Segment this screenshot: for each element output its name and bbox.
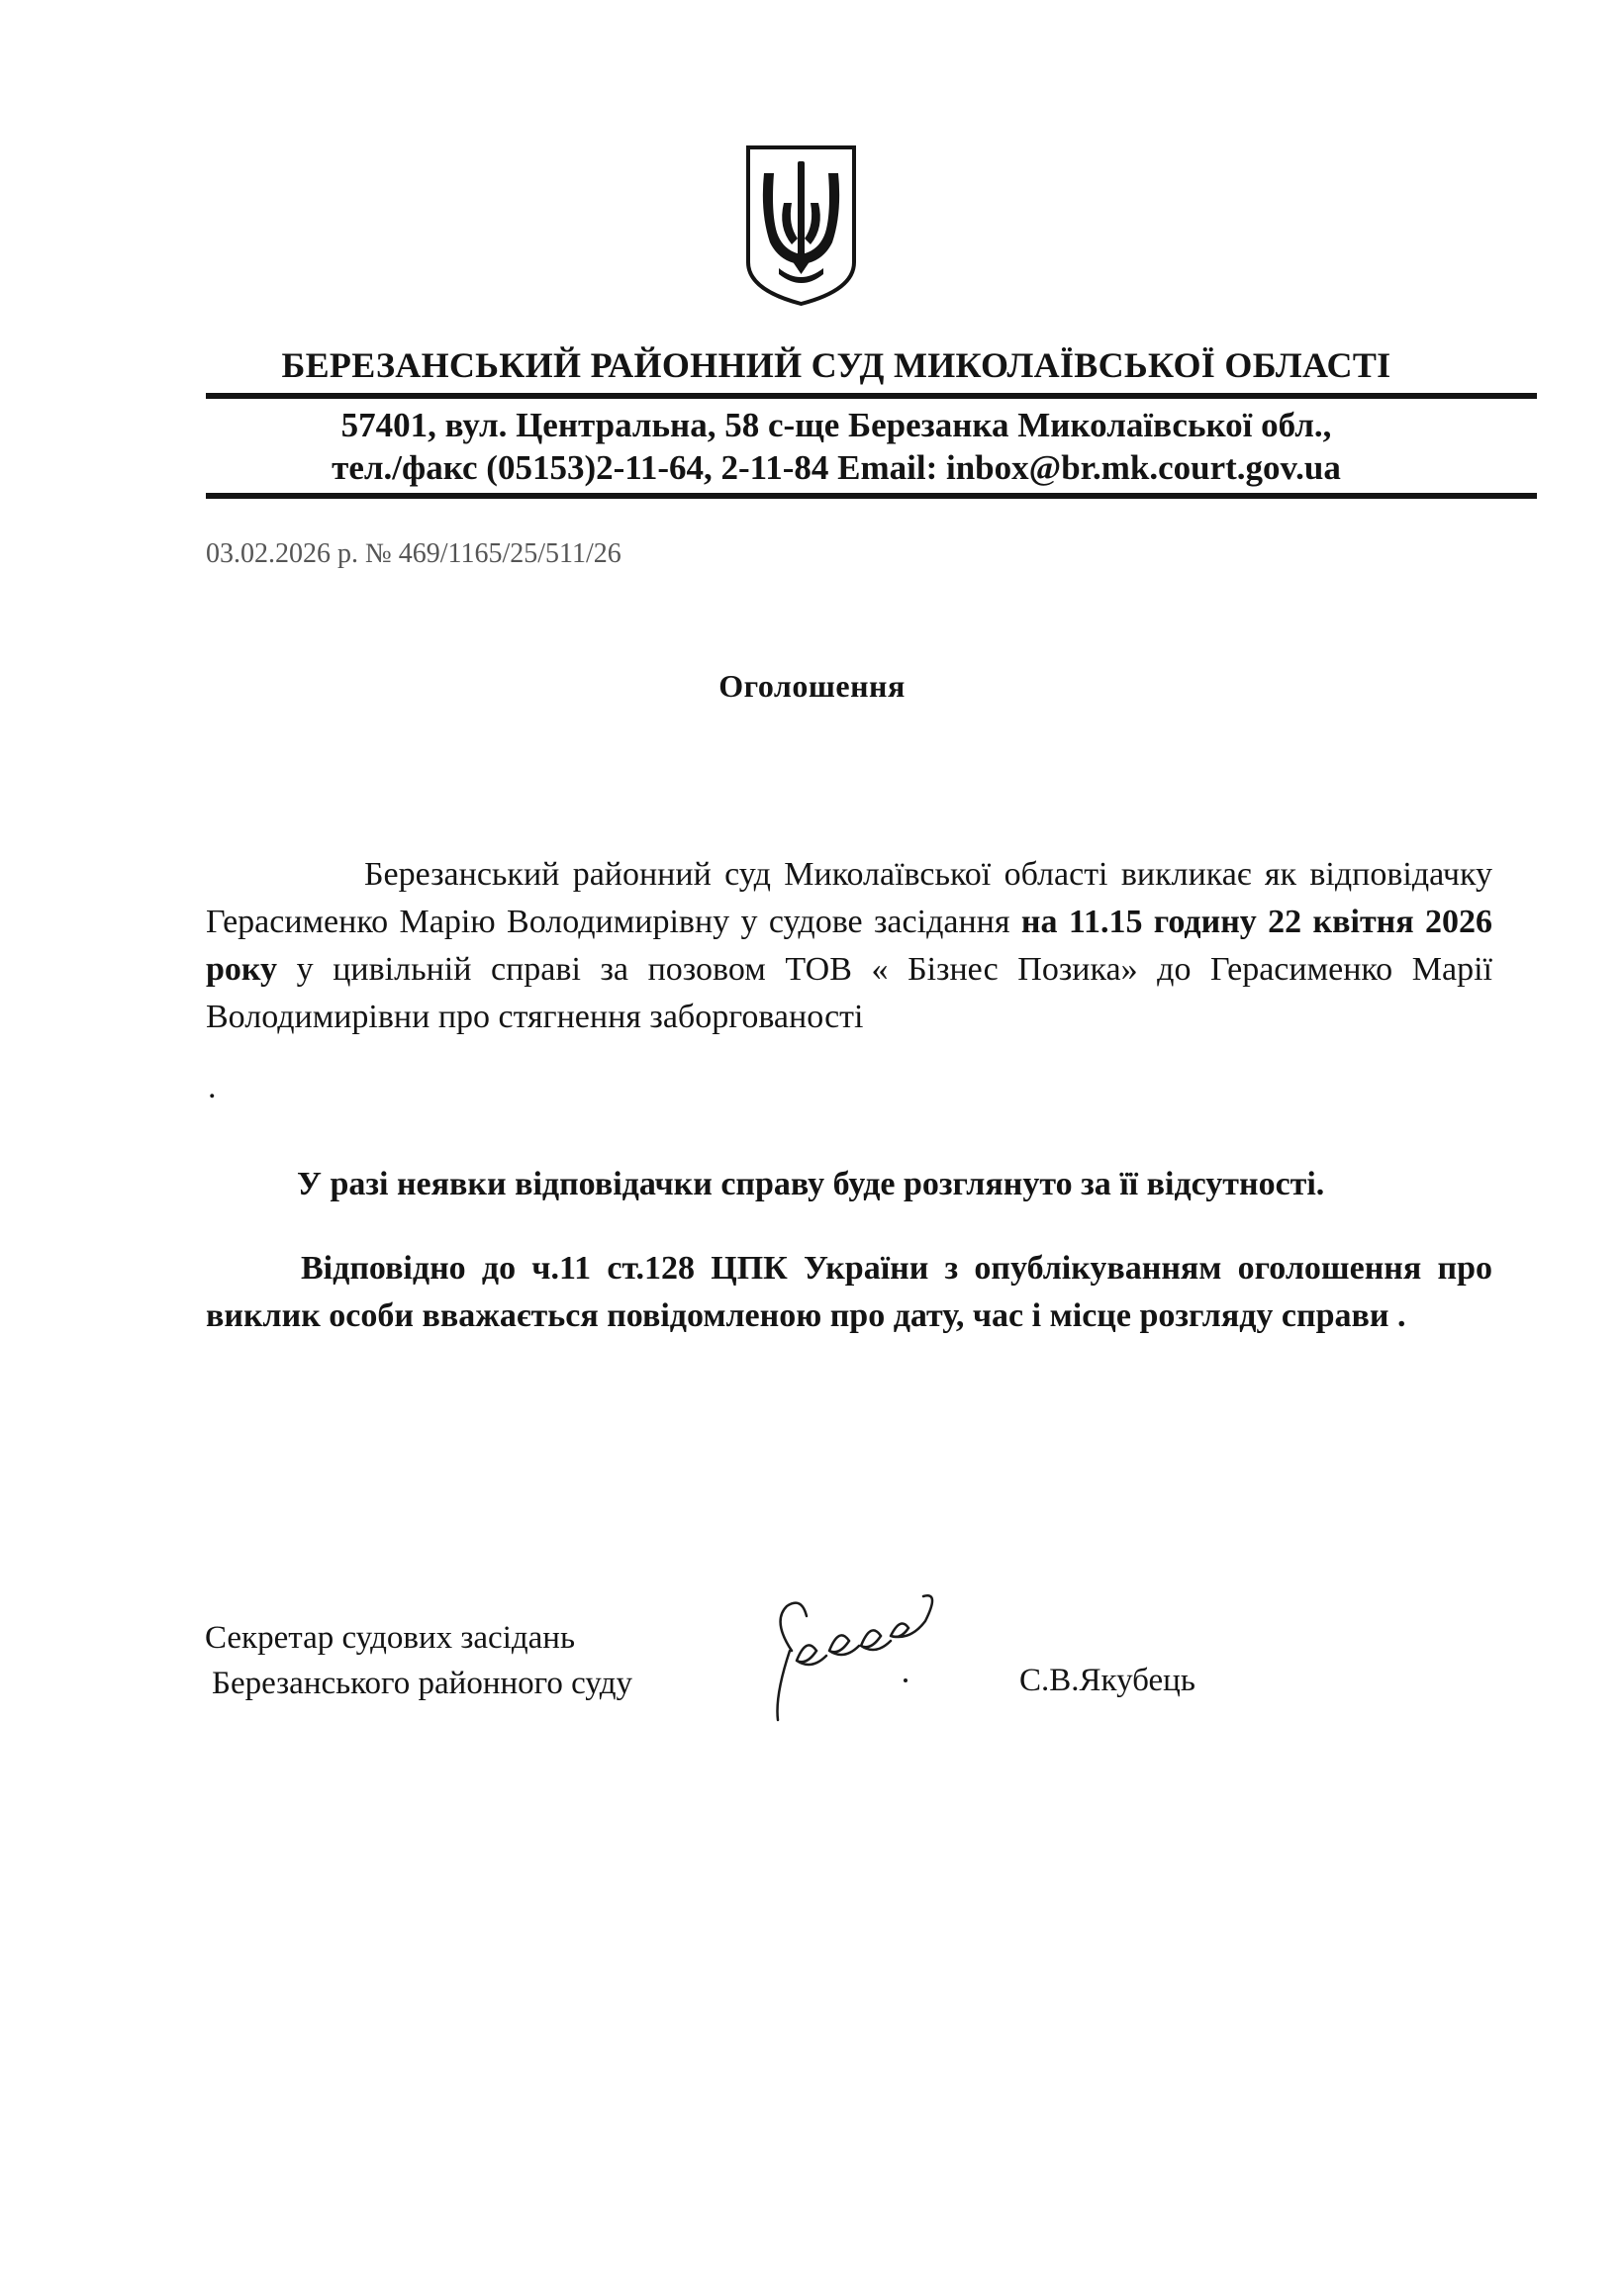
signer-role-line2: Березанського районного суду — [212, 1666, 633, 1701]
legal-reference-paragraph — [206, 1245, 1492, 1340]
header-divider-bottom — [206, 493, 1537, 499]
signer-name: С.В.Якубець — [1019, 1663, 1195, 1698]
announcement-text-1: Березанський районний суд Миколаївської області викликає як відповідачку Герасименко Марію Володимирівну у судове засідання — [206, 856, 1492, 940]
court-name: БЕРЕЗАНСЬКИЙ РАЙОННИЙ СУД МИКОЛАЇВСЬКОЇ ОБЛАСТІ — [281, 345, 1391, 385]
court-address: 57401, вул. Центральна, 58 с-ще Березанка Миколаївської обл., — [340, 406, 1332, 444]
coat-of-arms-emblem — [744, 144, 858, 307]
absence-warning: У разі неявки відповідачки справу буде розглянуто за її відсутності. — [297, 1166, 1325, 1202]
court-contacts: тел./факс (05153)2-11-64, 2-11-84 Email: inbox@br.mk.court.gov.ua — [332, 448, 1341, 487]
signer-role-line1: Секретар судових засідань — [205, 1620, 576, 1656]
header-divider-top — [206, 393, 1537, 399]
document-reference: 03.02.2026 р. № 469/1165/25/511/26 — [206, 538, 621, 569]
legal-reference-text: Відповідно до ч.11 ст.128 ЦПК України з опублікуванням оголошення про виклик особи вважається повідомленою про дату, час і місце розгляду справи . — [206, 1250, 1492, 1334]
document-title: Оголошення — [718, 668, 906, 704]
announcement-text-2: у цивільній справі за позовом ТОВ « Бізнес Позика» до Герасименко Марії Володимирівни про стягнення заборгованості — [206, 951, 1492, 1035]
signer-role — [205, 1615, 632, 1706]
handwritten-signature — [752, 1581, 1019, 1730]
hearing-datetime: на 11.15 годину 22 квітня 2026 року — [206, 904, 1492, 988]
stray-dot: . — [208, 1069, 217, 1105]
announcement-paragraph — [206, 851, 1492, 1041]
